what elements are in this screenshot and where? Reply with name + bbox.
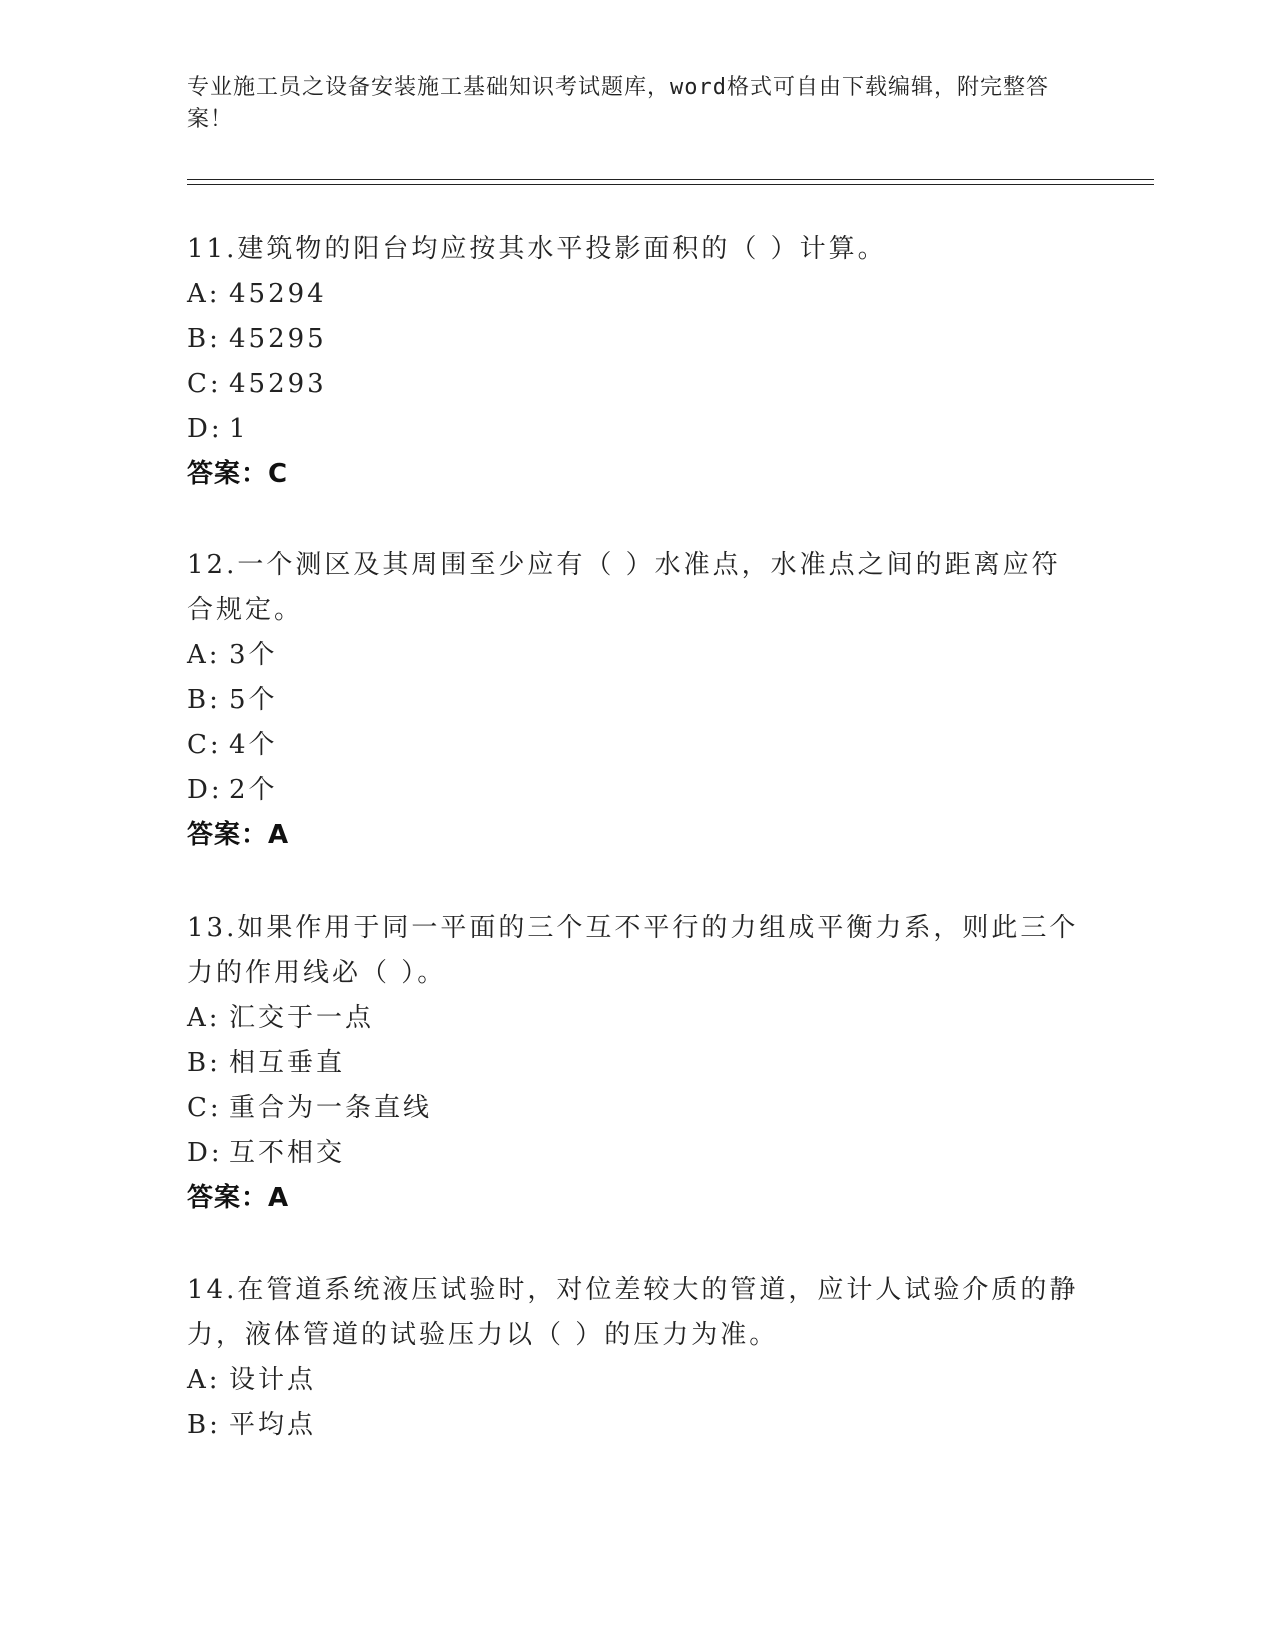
answer-label: 答案：	[187, 1183, 269, 1213]
option-letter: D:	[187, 414, 223, 444]
answer-line	[187, 452, 1087, 497]
question-stem: 建筑物的阳台均应按其水平投影面积的（ ）计算。	[237, 234, 887, 264]
option-letter: B:	[187, 1410, 221, 1440]
question-number: 13.	[187, 913, 238, 943]
answer-label: 答案：	[187, 459, 269, 489]
option-letter: D:	[187, 1138, 223, 1168]
option-text: 汇交于一点	[229, 1003, 375, 1033]
option-text: 2个	[229, 775, 278, 805]
option-d	[187, 1131, 1087, 1176]
option-text: 互不相交	[229, 1138, 346, 1168]
answer-value: A	[268, 820, 290, 850]
option-letter: C:	[187, 730, 222, 760]
option-text: 3个	[229, 640, 278, 670]
question-number: 12.	[187, 550, 238, 580]
option-text: 45294	[229, 279, 327, 309]
option-a	[187, 996, 1087, 1041]
answer-line	[187, 1176, 1087, 1221]
option-c	[187, 362, 1087, 407]
option-letter: C:	[187, 369, 222, 399]
question-text	[187, 1268, 1087, 1358]
option-text: 1	[229, 414, 249, 444]
question-14	[187, 1268, 1087, 1448]
question-number: 11.	[187, 234, 238, 264]
option-a	[187, 633, 1087, 678]
option-text: 相互垂直	[229, 1048, 346, 1078]
question-stem: 如果作用于同一平面的三个互不平行的力组成平衡力系，则此三个力的作用线必（ ）。	[187, 913, 1079, 988]
option-text: 45295	[229, 324, 327, 354]
option-text: 5个	[229, 685, 278, 715]
option-b	[187, 1403, 1087, 1448]
option-text: 设计点	[229, 1365, 317, 1395]
option-a	[187, 272, 1087, 317]
option-letter: A:	[187, 640, 221, 670]
question-stem: 一个测区及其周围至少应有（ ）水准点，水准点之间的距离应符合规定。	[187, 550, 1061, 625]
question-text	[187, 906, 1087, 996]
header-divider-top	[187, 179, 1154, 180]
option-text: 平均点	[229, 1410, 317, 1440]
option-letter: B:	[187, 324, 221, 354]
option-letter: C:	[187, 1093, 222, 1123]
question-12	[187, 543, 1087, 858]
option-c	[187, 1086, 1087, 1131]
option-d	[187, 768, 1087, 813]
document-header: 专业施工员之设备安装施工基础知识考试题库，word格式可自由下载编辑，附完整答案！	[187, 75, 1049, 132]
question-13	[187, 906, 1087, 1221]
option-letter: B:	[187, 1048, 221, 1078]
option-letter: D:	[187, 775, 223, 805]
option-letter: A:	[187, 1003, 221, 1033]
option-c	[187, 723, 1087, 768]
question-number: 14.	[187, 1275, 238, 1305]
question-11	[187, 227, 1087, 497]
answer-line	[187, 813, 1087, 858]
option-d	[187, 407, 1087, 452]
option-letter: A:	[187, 1365, 221, 1395]
option-text: 4个	[229, 730, 278, 760]
question-text	[187, 543, 1087, 633]
question-text	[187, 227, 1087, 272]
answer-value: C	[268, 459, 289, 489]
option-text: 45293	[229, 369, 327, 399]
option-b	[187, 678, 1087, 723]
option-letter: A:	[187, 279, 221, 309]
option-b	[187, 317, 1087, 362]
option-letter: B:	[187, 685, 221, 715]
option-b	[187, 1041, 1087, 1086]
header-divider-bottom	[187, 184, 1154, 185]
option-a	[187, 1358, 1087, 1403]
answer-label: 答案：	[187, 820, 269, 850]
option-text: 重合为一条直线	[229, 1093, 433, 1123]
answer-value: A	[268, 1183, 290, 1213]
question-stem: 在管道系统液压试验时，对位差较大的管道，应计人试验介质的静力，液体管道的试验压力以（ ）的压力为准。	[187, 1275, 1079, 1350]
